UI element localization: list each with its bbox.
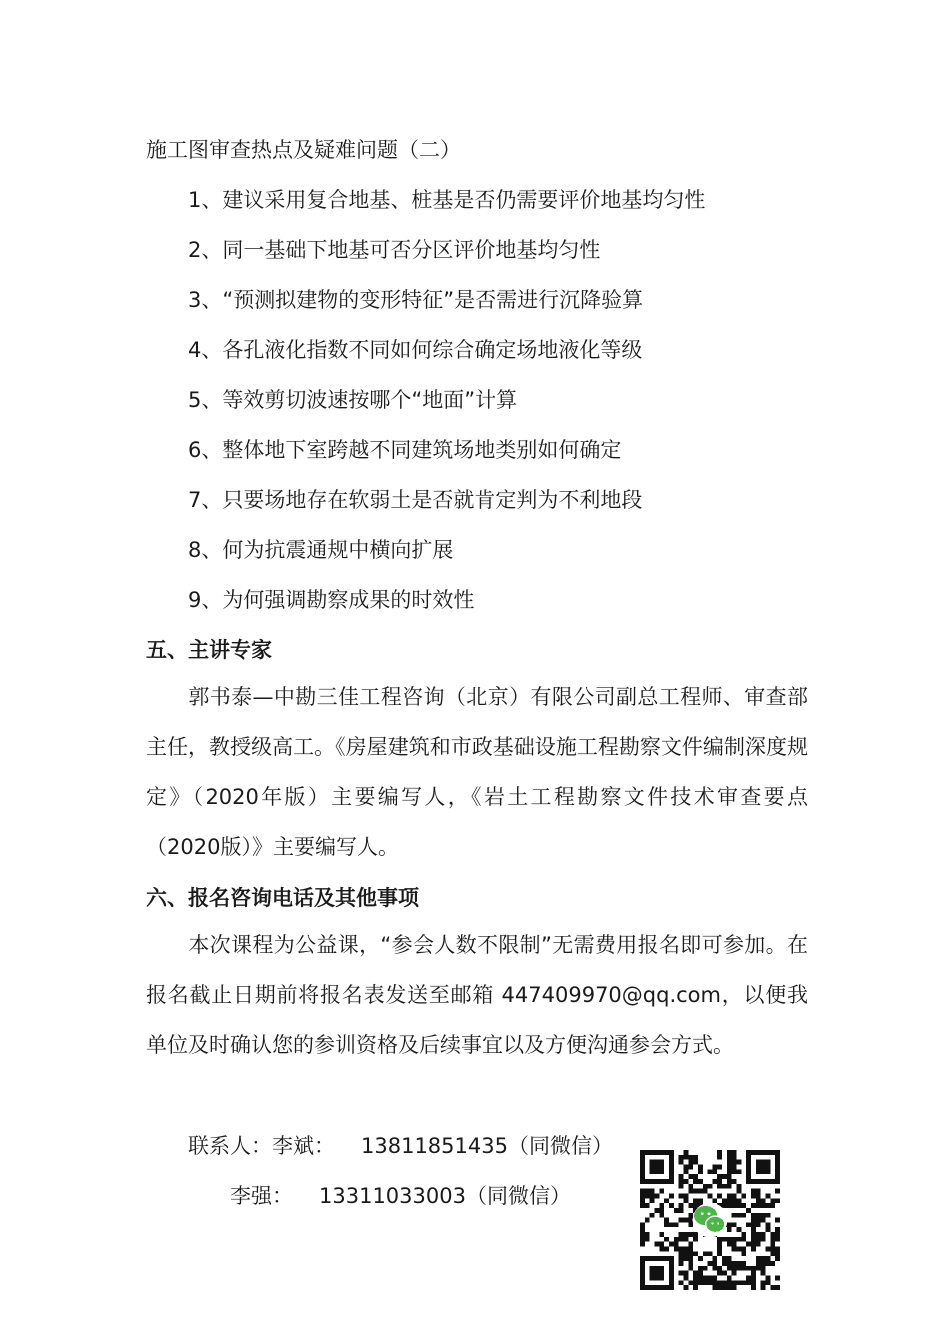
signup-text: 本次课程为公益课，“参会人数不限制”无需费用报名即可参加。在报名截止日期前将报名表发送至邮箱 447409970@qq.com，以便我单位及时确认您的参训资格及后续事宜以及方便沟通参会方式。 bbox=[146, 933, 808, 1057]
contact-line-1 bbox=[188, 1132, 613, 1160]
list-item: 2、同一基础下地基可否分区评价地基均匀性 bbox=[188, 238, 601, 262]
expert-paragraph bbox=[146, 672, 808, 872]
contact-label: 联系人：李斌： bbox=[188, 1134, 335, 1158]
wechat-logo-icon bbox=[693, 1203, 728, 1238]
list-item: 8、何为抗震通规中横向扩展 bbox=[188, 538, 454, 562]
section-heading-signup: 六、报名咨询电话及其他事项 bbox=[146, 886, 419, 910]
list-item: 7、只要场地存在软弱土是否就肯定判为不利地段 bbox=[188, 488, 643, 512]
section-heading-experts: 五、主讲专家 bbox=[146, 638, 272, 662]
list-item: 3、“预测拟建物的变形特征”是否需进行沉降验算 bbox=[188, 288, 644, 312]
contact-phone-2[interactable]: 13311033003（同微信） bbox=[319, 1184, 571, 1208]
section-title: 施工图审查热点及疑难问题（二） bbox=[146, 138, 461, 162]
contact-name-2: 李强： bbox=[230, 1184, 293, 1208]
list-item: 1、建议采用复合地基、桩基是否仍需要评价地基均匀性 bbox=[188, 188, 706, 212]
qr-code-icon[interactable] bbox=[640, 1150, 780, 1290]
contact-line-2 bbox=[230, 1182, 571, 1210]
contact-phone-1[interactable]: 13811851435（同微信） bbox=[361, 1134, 613, 1158]
list-item: 4、各孔液化指数不同如何综合确定场地液化等级 bbox=[188, 338, 643, 362]
signup-paragraph bbox=[146, 920, 808, 1070]
expert-text: 郭书泰—中勘三佳工程咨询（北京）有限公司副总工程师、审查部主任，教授级高工。《房屋建筑和市政基础设施工程勘察文件编制深度规定》（2020年版）主要编写人，《岩土工程勘察文件技术审查要点（2020版）》主要编写人。 bbox=[146, 685, 808, 859]
list-item: 5、等效剪切波速按哪个“地面”计算 bbox=[188, 388, 518, 412]
list-item: 9、为何强调勘察成果的时效性 bbox=[188, 588, 475, 612]
list-item: 6、整体地下室跨越不同建筑场地类别如何确定 bbox=[188, 438, 622, 462]
